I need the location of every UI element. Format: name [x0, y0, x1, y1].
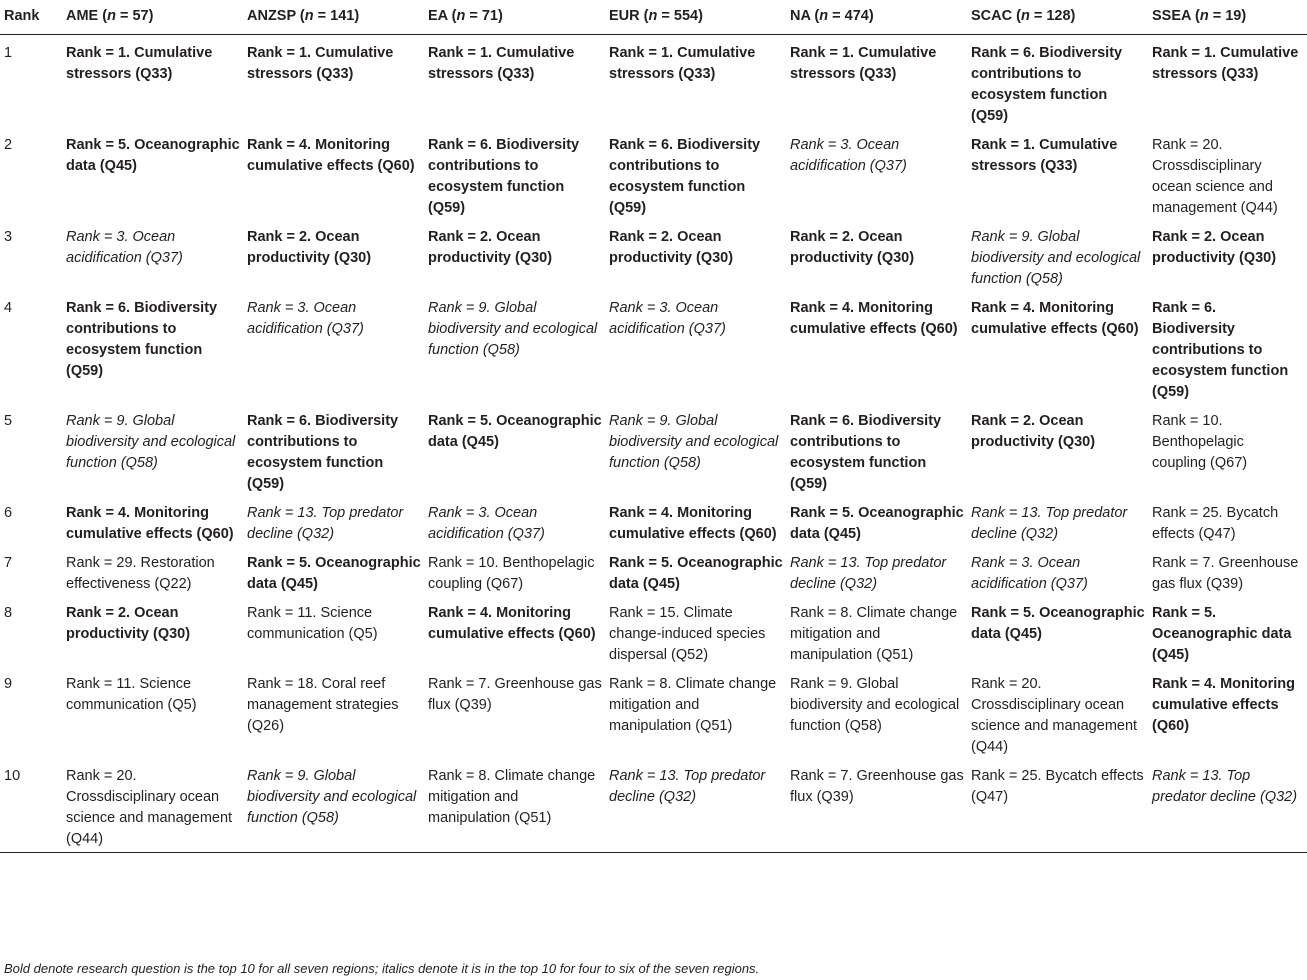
- table-cell: Rank = 5. Oceanographic data (Q45): [609, 555, 783, 592]
- rank-number-cell: 4: [4, 300, 13, 316]
- table-cell: Rank = 5. Oceanographic data (Q45): [428, 413, 602, 450]
- table-row: [0, 595, 1307, 666]
- rank-number-cell: 1: [4, 45, 13, 61]
- region-code: AME: [66, 8, 99, 24]
- region-code: SCAC: [971, 8, 1013, 24]
- n-label: n: [107, 8, 116, 24]
- table-row: [0, 666, 1307, 758]
- region-n-value: 554: [673, 8, 699, 24]
- rank-number-cell: 10: [0, 758, 66, 853]
- region-n-value: 57: [132, 8, 149, 24]
- table-cell: Rank = 18. Coral reef management strategies (Q26): [247, 676, 399, 734]
- table-cell: Rank = 9. Global biodiversity and ecological function (Q58): [609, 413, 779, 471]
- table-row: [0, 219, 1307, 290]
- table-header-row: [0, 6, 1307, 35]
- table-cell: Rank = 9. Global biodiversity and ecological function (Q58): [971, 229, 1141, 287]
- n-label: n: [456, 8, 466, 24]
- table-cell: Rank = 4. Monitoring cumulative effects (Q60): [428, 605, 596, 642]
- table-cell: Rank = 2. Ocean productivity (Q30): [609, 229, 734, 266]
- table-cell: Rank = 4. Monitoring cumulative effects (Q60): [1152, 676, 1295, 734]
- table-cell: Rank = 13. Top predator decline (Q32): [609, 758, 790, 853]
- table-cell: Rank = 2. Ocean productivity (Q30): [971, 413, 1096, 450]
- table-cell: Rank = 9. Global biodiversity and ecological function (Q58): [66, 413, 236, 471]
- region-n-value: 71: [481, 8, 498, 24]
- region-column-header: EUR (n = 554): [609, 6, 790, 35]
- table-cell: Rank = 13. Top predator decline (Q32): [247, 505, 404, 542]
- region-code: SSEA: [1152, 8, 1191, 24]
- region-n-value: 141: [330, 8, 355, 24]
- table-cell: Rank = 4. Monitoring cumulative effects (Q60): [971, 300, 1139, 337]
- n-label: n: [1199, 8, 1209, 24]
- table-row: [0, 127, 1307, 219]
- rank-number-cell: 3: [4, 229, 13, 245]
- table-row: [0, 290, 1307, 403]
- table-cell: Rank = 2. Ocean productivity (Q30): [1152, 229, 1277, 266]
- table-cell: Rank = 13. Top predator decline (Q32): [790, 555, 947, 592]
- table-cell: Rank = 2. Ocean productivity (Q30): [66, 605, 191, 642]
- table-cell: Rank = 6. Biodiversity contributions to ecosystem function (Q59): [609, 137, 761, 216]
- table-cell: Rank = 6. Biodiversity contributions to ecosystem function (Q59): [428, 137, 580, 216]
- table-cell: Rank = 1. Cumulative stressors (Q33): [247, 45, 394, 82]
- region-code: EUR: [609, 8, 640, 24]
- table-body: [0, 35, 1307, 853]
- table-cell: Rank = 8. Climate change mitigation and manipulation (Q51): [790, 605, 958, 663]
- table-cell: Rank = 1. Cumulative stressors (Q33): [971, 137, 1118, 174]
- table-cell: Rank = 11. Science communication (Q5): [66, 676, 197, 713]
- table-row: [0, 35, 1307, 128]
- table-row: [0, 758, 1307, 853]
- table-cell: Rank = 5. Oceanographic data (Q45): [790, 505, 964, 542]
- table-cell: Rank = 11. Science communication (Q5): [247, 605, 378, 642]
- table-cell: Rank = 6. Biodiversity contributions to ecosystem function (Q59): [247, 413, 399, 492]
- table-cell: Rank = 6. Biodiversity contributions to ecosystem function (Q59): [971, 45, 1123, 124]
- table-row: [0, 403, 1307, 495]
- table-cell: Rank = 3. Ocean acidification (Q37): [247, 300, 364, 337]
- table-cell: Rank = 6. Biodiversity contributions to ecosystem function (Q59): [1152, 300, 1289, 400]
- rank-number-cell: 2: [4, 137, 13, 153]
- table-cell: Rank = 5. Oceanographic data (Q45): [1152, 605, 1292, 663]
- table-cell: Rank = 9. Global biodiversity and ecological function (Q58): [790, 676, 960, 734]
- rank-number-cell: 9: [4, 676, 13, 692]
- table-cell: Rank = 4. Monitoring cumulative effects (Q60): [247, 137, 415, 174]
- table-cell: Rank = 29. Restoration effectiveness (Q22): [66, 555, 215, 592]
- rank-table: [0, 6, 1307, 853]
- table-cell: Rank = 3. Ocean acidification (Q37): [790, 137, 907, 174]
- table-cell: Rank = 25. Bycatch effects (Q47): [1152, 505, 1279, 542]
- rank-number-cell: 8: [4, 605, 13, 621]
- n-label: n: [304, 8, 314, 24]
- table-cell: Rank = 5. Oceanographic data (Q45): [247, 555, 421, 592]
- table-cell: Rank = 10. Benthopelagic coupling (Q67): [1152, 413, 1248, 471]
- region-column-header: SSEA (n = 19): [1152, 6, 1307, 35]
- table-cell: Rank = 5. Oceanographic data (Q45): [971, 605, 1145, 642]
- table-cell: Rank = 25. Bycatch effects (Q47): [971, 758, 1152, 853]
- table-footnote: Bold denote research question is the top 10 for all seven regions; italics denote it is in the top 10 for four to six of the seven regions.: [4, 961, 760, 976]
- table-cell: Rank = 5. Oceanographic data (Q45): [66, 137, 240, 174]
- table-cell: Rank = 15. Climate change-induced species dispersal (Q52): [609, 605, 766, 663]
- table-cell: Rank = 1. Cumulative stressors (Q33): [1152, 45, 1299, 82]
- table-row: [0, 545, 1307, 595]
- region-column-header: EA (n = 71): [428, 6, 609, 35]
- table-cell: Rank = 1. Cumulative stressors (Q33): [428, 45, 575, 82]
- table-cell: Rank = 2. Ocean productivity (Q30): [790, 229, 915, 266]
- region-code: NA: [790, 8, 811, 24]
- table-cell: Rank = 3. Ocean acidification (Q37): [66, 229, 183, 266]
- region-column-header: AME (n = 57): [66, 6, 247, 35]
- rank-number-cell: 6: [4, 505, 13, 521]
- table-cell: Rank = 9. Global biodiversity and ecological function (Q58): [428, 300, 598, 358]
- rank-number-cell: 5: [4, 413, 13, 429]
- n-label: n: [1020, 8, 1030, 24]
- region-code: EA: [428, 8, 448, 24]
- table-cell: Rank = 2. Ocean productivity (Q30): [247, 229, 372, 266]
- table-cell: Rank = 4. Monitoring cumulative effects (Q60): [790, 300, 958, 337]
- table-cell: Rank = 7. Greenhouse gas flux (Q39): [1152, 555, 1299, 592]
- n-label: n: [648, 8, 658, 24]
- table-cell: Rank = 8. Climate change mitigation and manipulation (Q51): [609, 676, 777, 734]
- table-cell: Rank = 13. Top predator decline (Q32): [1152, 758, 1307, 853]
- region-code: ANZSP: [247, 8, 296, 24]
- table-cell: Rank = 20. Crossdisciplinary ocean science and management (Q44): [1152, 137, 1278, 216]
- table-cell: Rank = 7. Greenhouse gas flux (Q39): [428, 676, 602, 713]
- table-cell: Rank = 20. Crossdisciplinary ocean science and management (Q44): [66, 758, 247, 853]
- table-cell: Rank = 3. Ocean acidification (Q37): [428, 505, 545, 542]
- table-cell: Rank = 3. Ocean acidification (Q37): [971, 555, 1088, 592]
- region-n-value: 128: [1046, 8, 1071, 24]
- rank-number-cell: 7: [4, 555, 13, 571]
- region-n-value: 474: [844, 8, 869, 24]
- rank-column-header: Rank: [0, 6, 66, 35]
- region-column-header: NA (n = 474): [790, 6, 971, 35]
- table-cell: Rank = 3. Ocean acidification (Q37): [609, 300, 726, 337]
- table-cell: Rank = 4. Monitoring cumulative effects (Q60): [66, 505, 234, 542]
- table-cell: Rank = 6. Biodiversity contributions to ecosystem function (Q59): [790, 413, 942, 492]
- table-cell: Rank = 2. Ocean productivity (Q30): [428, 229, 553, 266]
- table-cell: Rank = 20. Crossdisciplinary ocean science and management (Q44): [971, 676, 1138, 755]
- table-cell: Rank = 6. Biodiversity contributions to ecosystem function (Q59): [66, 300, 218, 379]
- table-cell: Rank = 10. Benthopelagic coupling (Q67): [428, 555, 595, 592]
- table-cell: Rank = 1. Cumulative stressors (Q33): [66, 45, 213, 82]
- region-n-value: 19: [1225, 8, 1242, 24]
- table-cell: Rank = 9. Global biodiversity and ecological function (Q58): [247, 758, 428, 853]
- table-cell: Rank = 8. Climate change mitigation and manipulation (Q51): [428, 758, 609, 853]
- table-cell: Rank = 1. Cumulative stressors (Q33): [790, 45, 937, 82]
- region-column-header: SCAC (n = 128): [971, 6, 1152, 35]
- table-cell: Rank = 13. Top predator decline (Q32): [971, 505, 1128, 542]
- n-label: n: [819, 8, 829, 24]
- table-cell: Rank = 4. Monitoring cumulative effects (Q60): [609, 505, 777, 542]
- region-column-header: ANZSP (n = 141): [247, 6, 428, 35]
- table-row: [0, 495, 1307, 545]
- table-cell: Rank = 1. Cumulative stressors (Q33): [609, 45, 756, 82]
- table-cell: Rank = 7. Greenhouse gas flux (Q39): [790, 758, 971, 853]
